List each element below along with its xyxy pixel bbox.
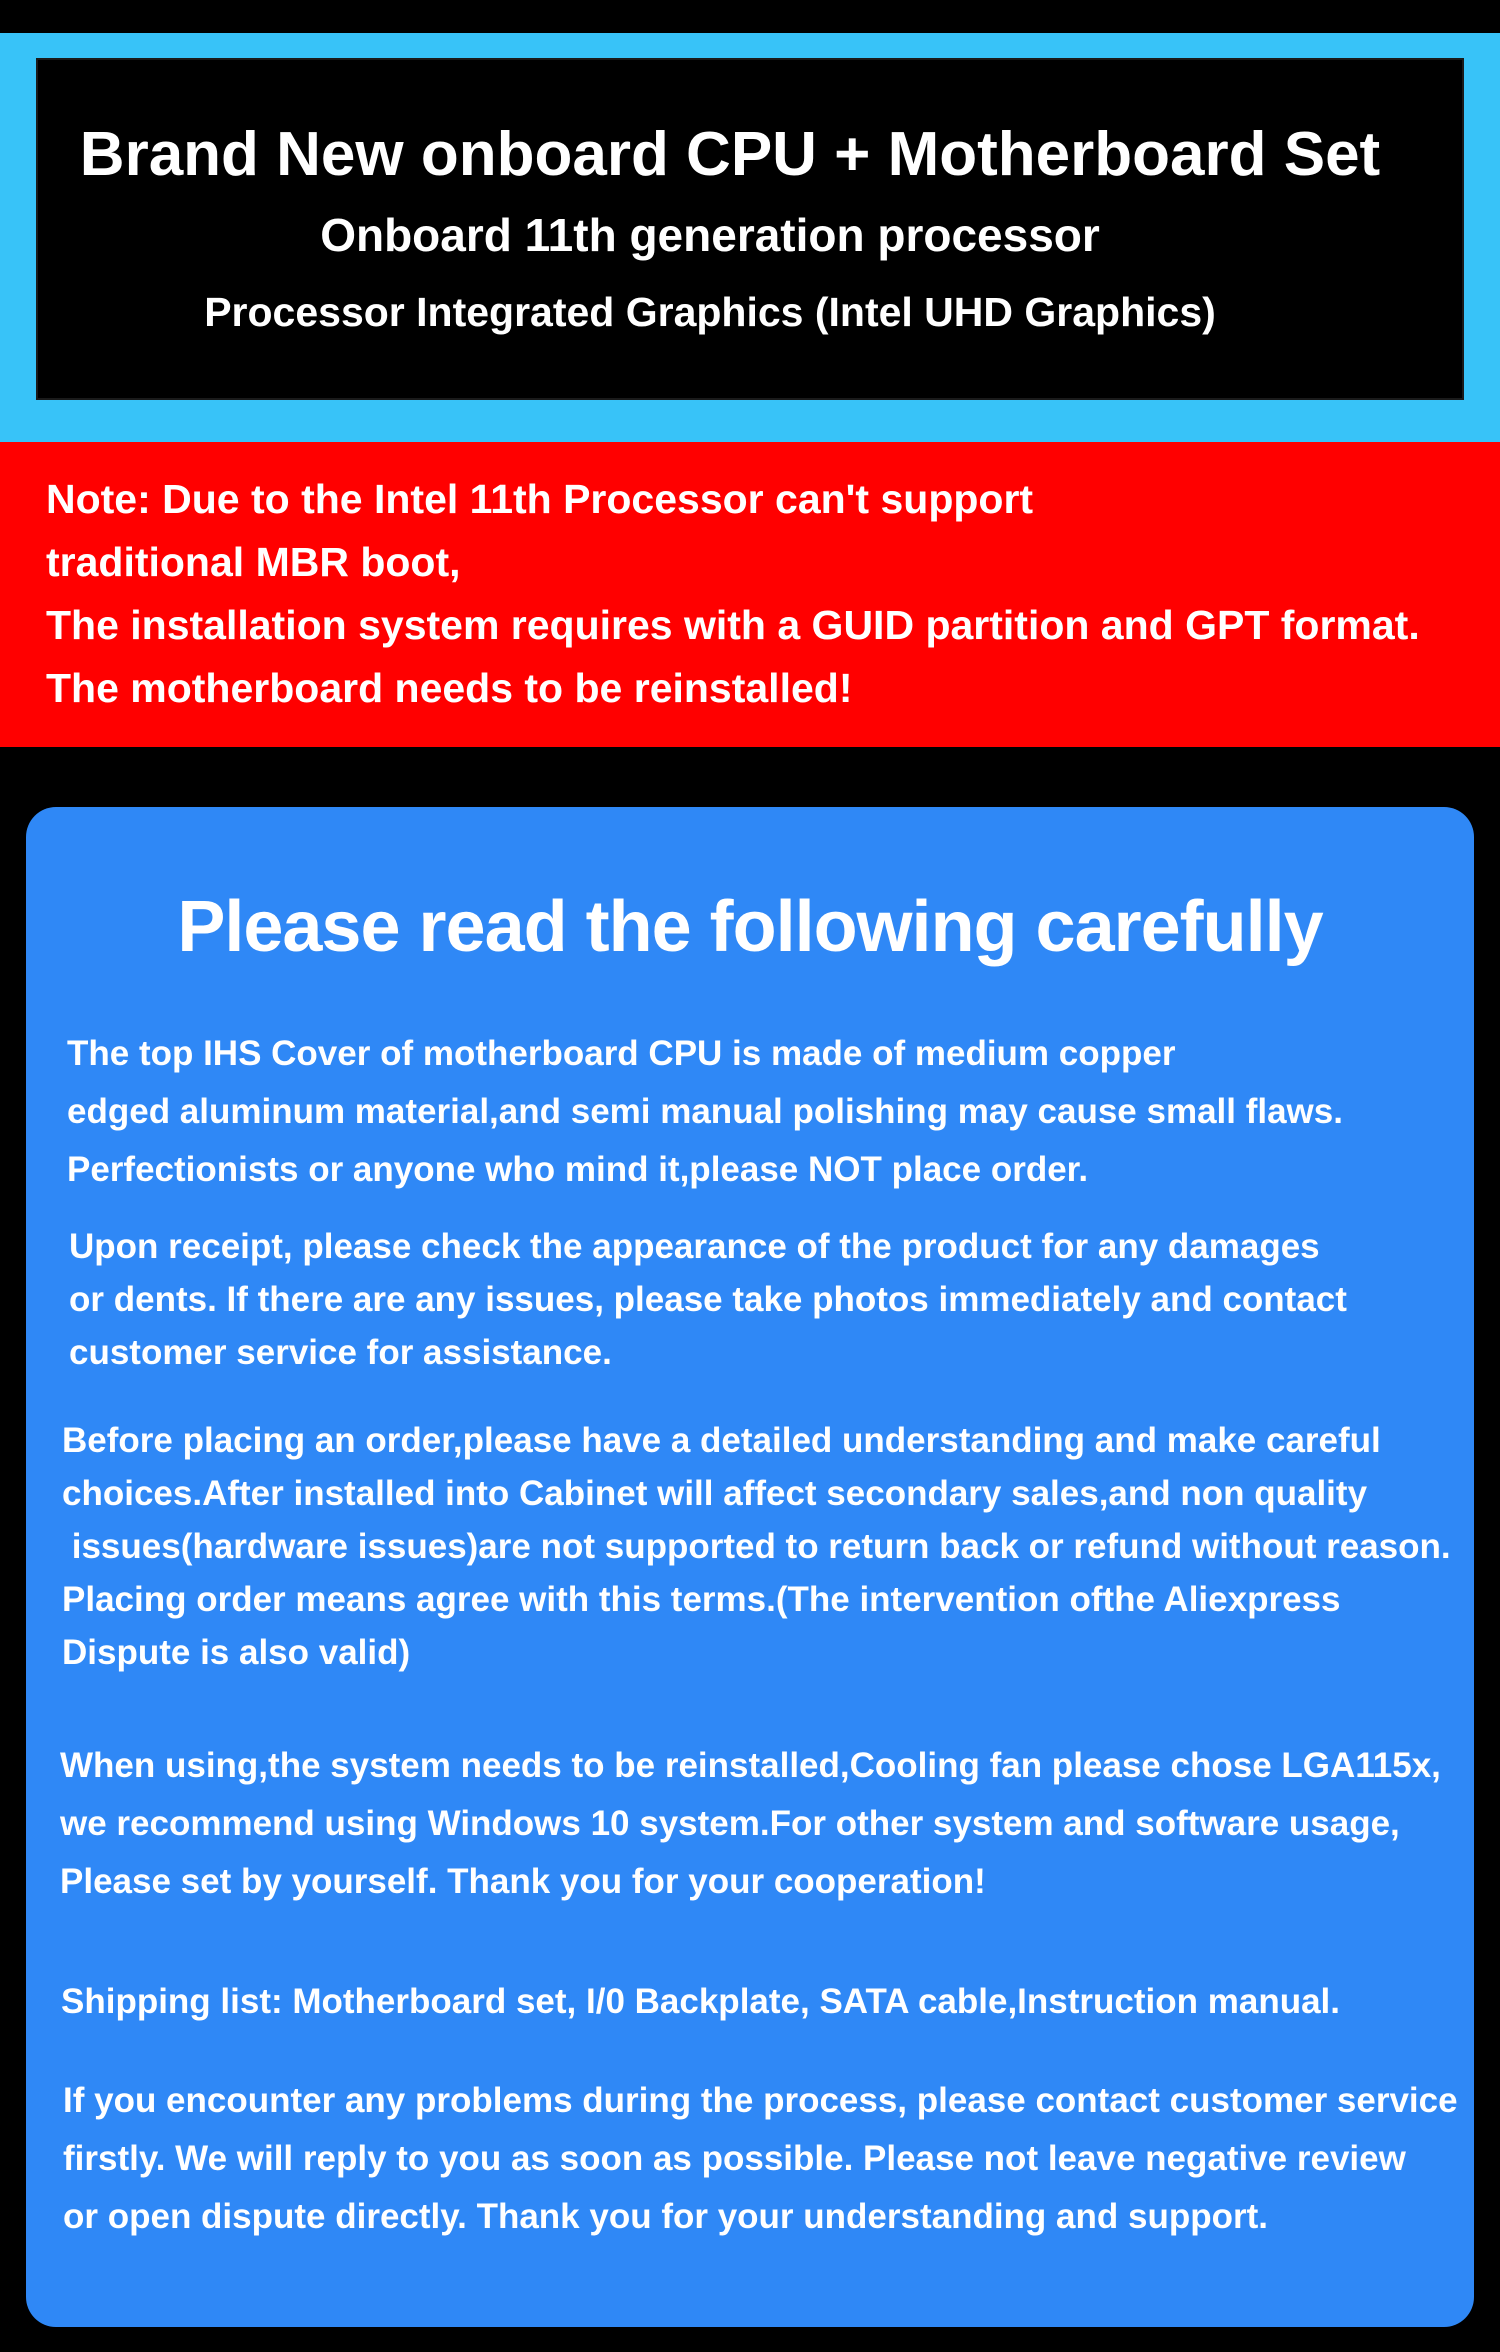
paragraph-line: If you encounter any problems during the process, please contact customer service <box>63 2081 1458 2120</box>
paragraph-line: Placing order means agree with this terms.(The intervention ofthe Aliexpress <box>62 1580 1341 1619</box>
paragraph-line: or open dispute directly. Thank you for your understanding and support. <box>63 2197 1268 2236</box>
paragraph-line: or dents. If there are any issues, please take photos immediately and contact <box>69 1280 1347 1319</box>
paragraph-line: Upon receipt, please check the appearance of the product for any damages <box>69 1227 1320 1266</box>
paragraph-line: issues(hardware issues)are not supported to return back or refund without reason. <box>62 1527 1451 1566</box>
paragraph-line: we recommend using Windows 10 system.For other system and software usage, <box>60 1804 1400 1843</box>
processor-subtitle: Onboard 11th generation processor <box>320 209 1100 261</box>
paragraph-line: When using,the system needs to be reinstalled,Cooling fan please chose LGA115x, <box>60 1746 1441 1785</box>
info-title: Please read the following carefully <box>177 887 1323 967</box>
paragraph-line: Before placing an order,please have a detailed understanding and make careful <box>62 1421 1381 1460</box>
shipping-list-paragraph <box>61 1973 1340 2031</box>
note-banner <box>0 442 1500 747</box>
paragraph-line: Shipping list: Motherboard set, I/0 Backplate, SATA cable,Instruction manual. <box>61 1982 1340 2021</box>
paragraph-line: firstly. We will reply to you as soon as possible. Please not leave negative review <box>63 2139 1406 2178</box>
graphics-subtitle: Processor Integrated Graphics (Intel UHD Graphics) <box>204 289 1216 335</box>
paragraph-line: customer service for assistance. <box>69 1333 612 1372</box>
paragraph-line: edged aluminum material,and semi manual polishing may cause small flaws. <box>67 1092 1343 1131</box>
header-title-box <box>36 58 1464 400</box>
info-card <box>26 807 1474 2327</box>
paragraph-line: choices.After installed into Cabinet will affect secondary sales,and non quality <box>62 1474 1368 1513</box>
receipt-check-paragraph <box>69 1220 1347 1379</box>
header-banner <box>0 33 1500 442</box>
support-paragraph <box>63 2072 1458 2246</box>
paragraph-line: The top IHS Cover of motherboard CPU is made of medium copper <box>67 1034 1176 1073</box>
system-usage-paragraph <box>60 1737 1441 1911</box>
paragraph-line: Dispute is also valid) <box>62 1633 411 1672</box>
ihs-cover-paragraph <box>67 1025 1343 1199</box>
return-policy-paragraph <box>62 1414 1451 1679</box>
paragraph-line: Perfectionists or anyone who mind it,please NOT place order. <box>67 1150 1089 1189</box>
paragraph-line: Please set by yourself. Thank you for your cooperation! <box>60 1862 986 1901</box>
note-line: traditional MBR boot, <box>46 539 461 585</box>
note-line: The installation system requires with a GUID partition and GPT format. <box>46 602 1420 648</box>
product-title: Brand New onboard CPU + Motherboard Set <box>79 120 1381 189</box>
note-text <box>46 468 1420 720</box>
note-line: The motherboard needs to be reinstalled! <box>46 665 853 711</box>
note-line: Note: Due to the Intel 11th Processor can't support <box>46 476 1034 522</box>
